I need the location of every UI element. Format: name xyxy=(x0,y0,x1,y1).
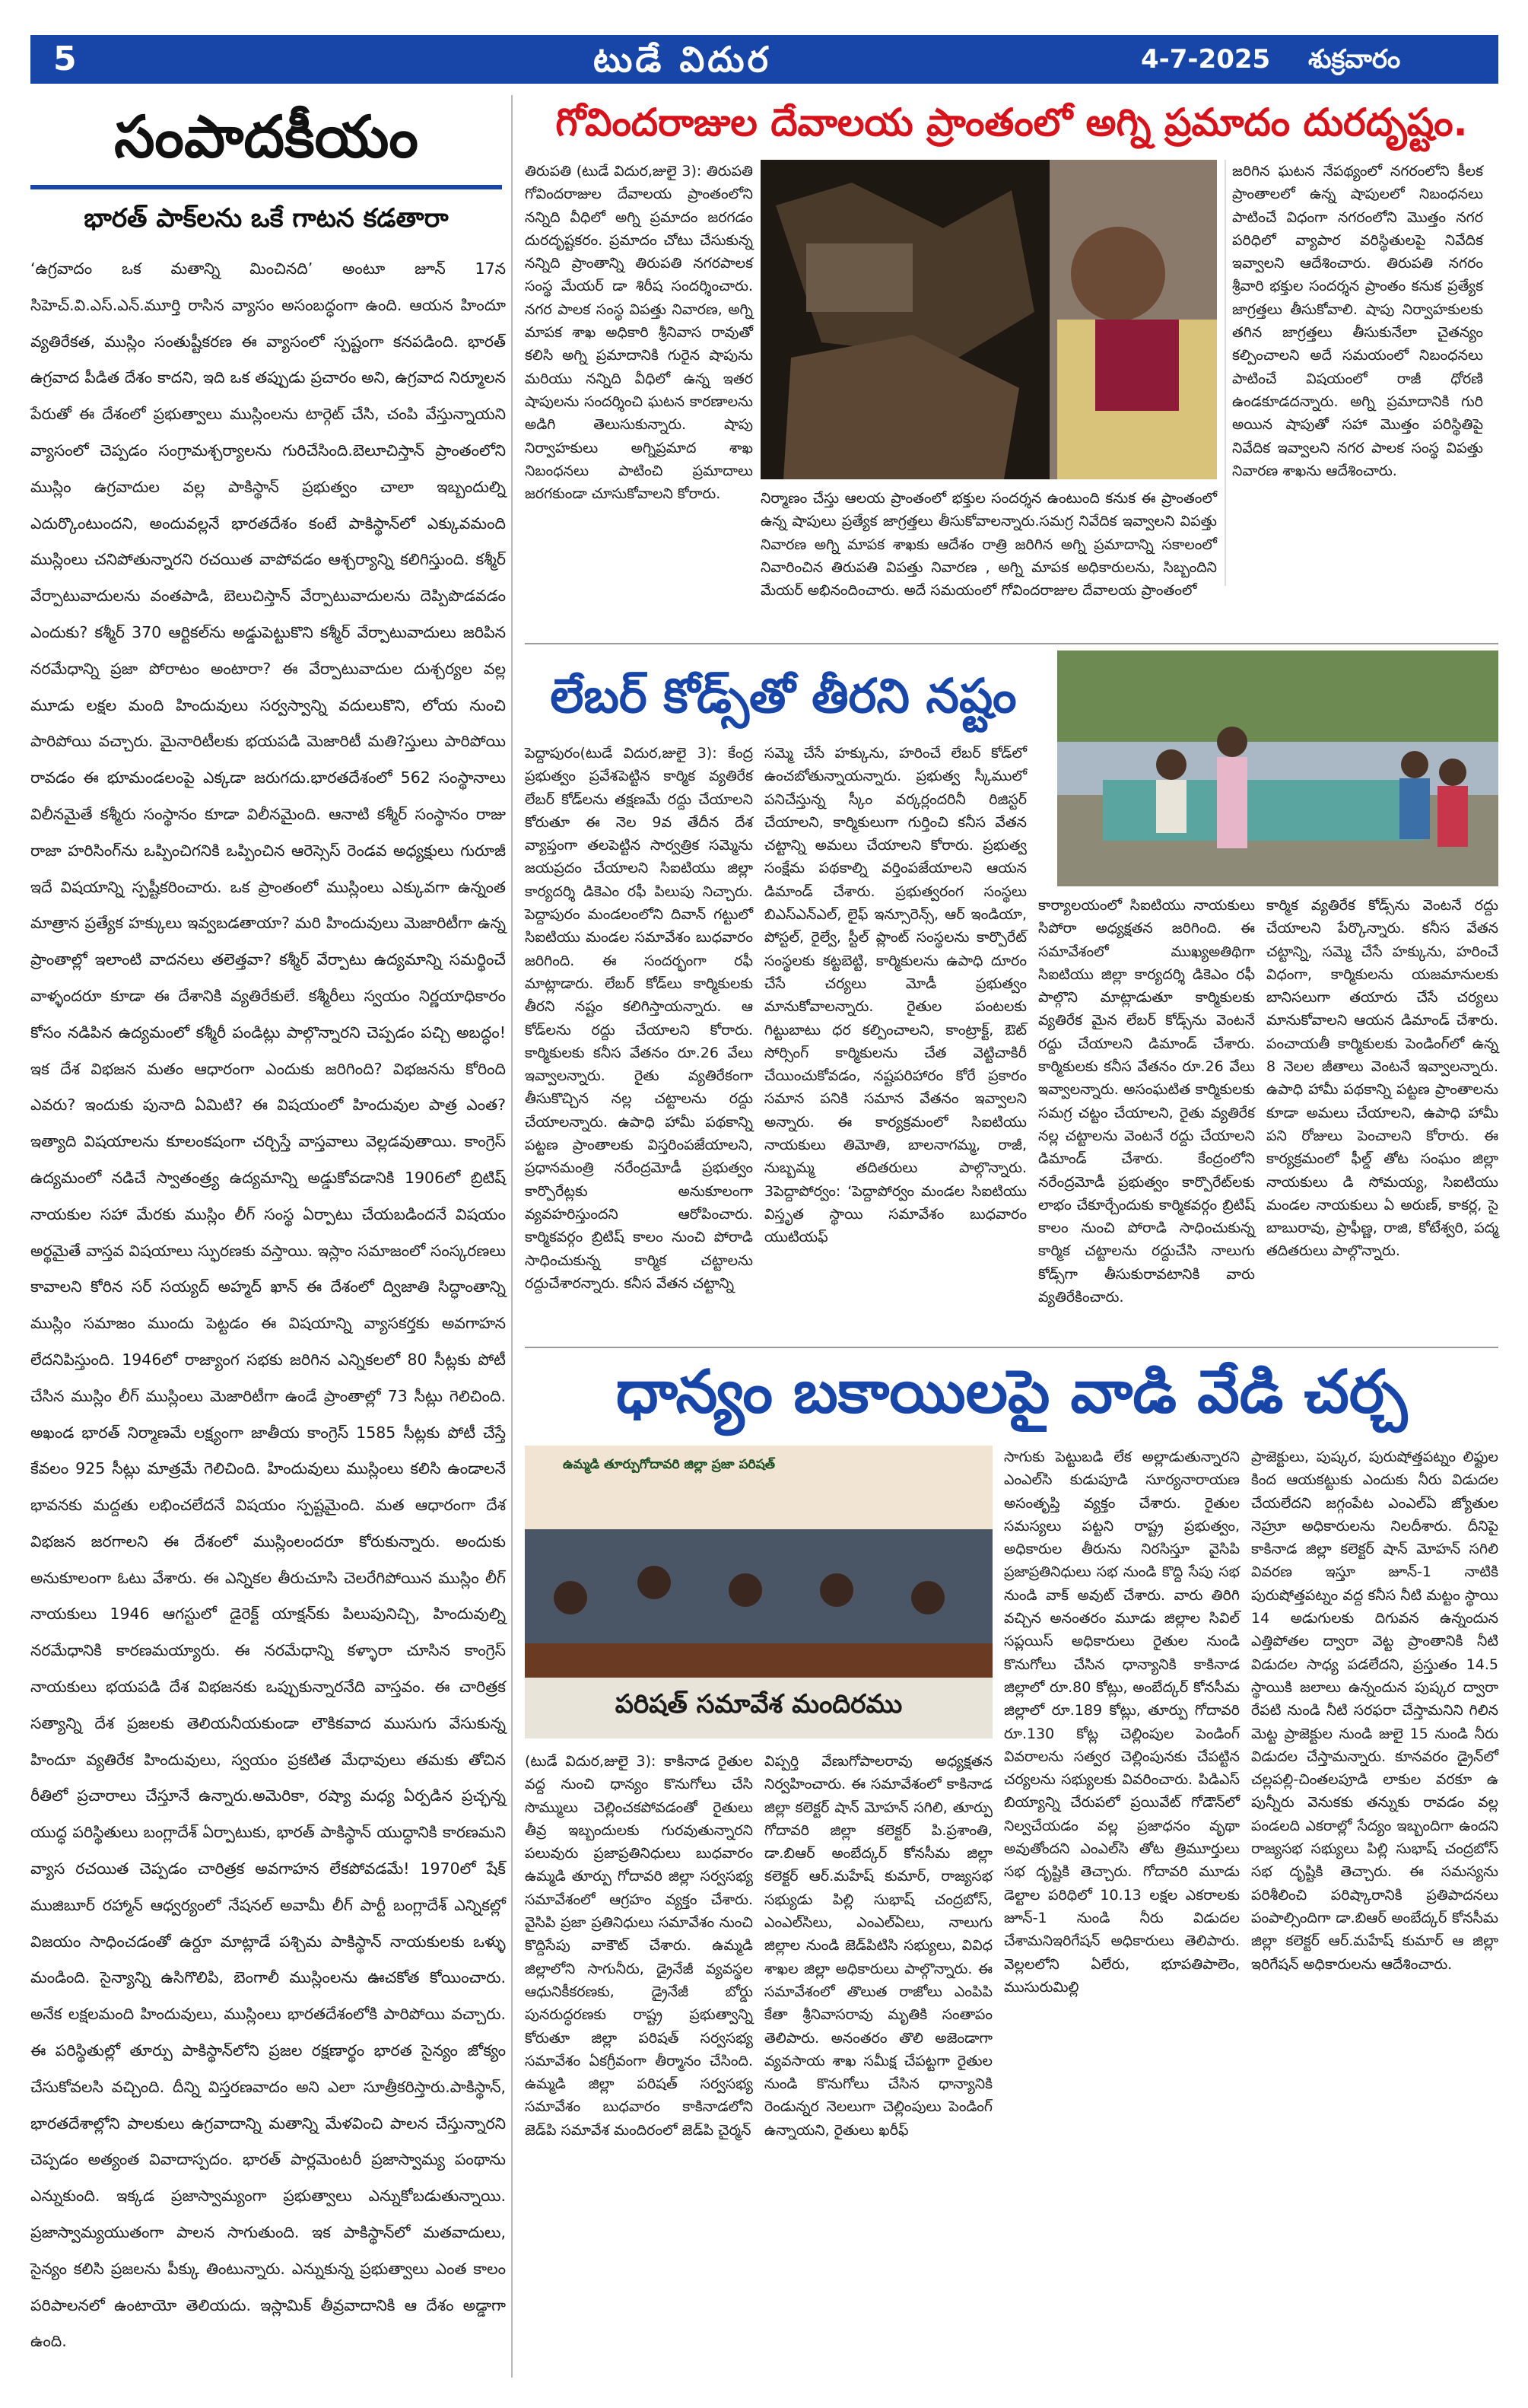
editorial-body: ‘ఉగ్రవాదం ఒక మతాన్ని మించినది’ అంటూ జూన్ 17న సిహెచ్.వి.ఎస్.ఎన్.మూర్తి రాసిన వ్యాసం అసంబద్ధంగా ఉంది. ఆయన హిందూ వ్యతిరేకత, ముస్లిం సంతుష్టీకరణ ఈ వ్యాసంలో స్పష్టంగా కనపడింది. భారత్ ఉగ్రవాద పీడిత దేశం కాదని, ఇది ఒక తప్పుడు ప్రచారం అని, ఉగ్రవాద నిర్మూలన పేరుతో ఈ దేశంలో ప్రభుత్వాలు ముస్లింలను టార్గెట్ చేసి, చంపి వేస్తున్నాయని వ్యాసంలో చెప్పడం సంగ్రామశ్చర్యాలను గురిచేసింది.బెలూచిస్తాన్ ప్రాంతంలోని ముస్లిం ఉగ్రవాదుల వల్ల పాకిస్థాన్ ప్రభుత్వం చాలా ఇబ్బందుల్ని ఎదుర్కొంటుందని, అందువల్లనే భారతదేశం కంటే పాకిస్థాన్‌లో ఎక్కువమంది ముస్లింలు చనిపోతున్నారని రచయిత వాపోవడం ఆశ్చర్యాన్ని కలిగిస్తుంది. కశ్మీర్ వేర్పాటువాదులను వంతపాడి, బెలుచిస్తాన్ వేర్పాటువాదులను దెప్పిపొడవడం ఎందుకు? కశ్మీర్ 370 ఆర్టికల్‌ను అడ్డుపెట్టుకొని కశ్మీర్ వేర్పాటువాదులు జరిపిన నరమేధాన్ని ప్రజా పోరాటం అంటారా? ఈ వేర్పాటువాదుల దుశ్చర్యల వల్ల మూడు లక్షల మంది హిందువులు సర్వస్వాన్ని వదులుకొని, లోయ నుంచి పారిపోయి వచ్చారు. మైనారిటీలకు భయపడి మెజారిటీ మతి?స్తులు పారిపోయి రావడం ఈ భూమండలంపై ఎక్కడా జరుగదు.భారతదేశంలో 562 సంస్థానాలు విలీనమైతే కశ్మీరు సంస్థానం కూడా విలీనమైంది. ఆనాటి కశ్మీర్ సంస్థానం రాజు రాజా హరిసింగ్‌ను ఒప్పించిగనికి ఒప్పించిన ఆరెస్సెస్ రెండవ అధ్యక్షులు గురూజీ ఇదే విషయాన్ని స్పష్టీకరించారు. ఒక ప్రాంతంలో ముస్లింలు ఎక్కువగా ఉన్నంత మాత్రాన ప్రత్యేక హక్కులు ఇవ్వబడతాయా? మరి హిందువులు మెజారిటీగా ఉన్న ప్రాంతాల్లో ఇలాంటి వాదనలు తలెత్తవా? కశ్మీర్ వేర్పాటు ఉద్యమాన్ని సమర్థించే వాళ్ళందరూ కూడా ఈ దేశానికి వ్యతిరేకులే. కశ్మీరీలు స్వయం నిర్ణయాధికారం కోసం నడిపిన ఉద్యమంలో కశ్మీరీ పండిట్లు పాల్గొన్నారని చెప్పడం పచ్చి అబద్ధం!ఇక దేశ విభజన మతం ఆధారంగా ఎందుకు జరిగింది? విభజనను కోరింది ఎవరు? ఇందుకు పునాది ఏమిటి? ఈ విషయంలో హిందువుల పాత్ర ఎంత? ఇత్యాది విషయాలను కూలంకషంగా చర్చిస్తే వాస్తవాలు వెల్లడవుతాయి. కాంగ్రెస్ ఉద్యమంలో నడిచే స్వాతంత్ర్య ఉద్యమాన్ని అడ్డుకోవడానికి 1906లో బ్రిటిష్ నాయకుల సహా మేరకు ముస్లిం లీగ్ సంస్థ ఏర్పాటు చేయబడిందనే విషయం అర్థమైతే వాస్తవ విషయాలు స్ఫురణకు వస్తాయి. ఇస్లాం సమాజంలో సంస్కరణలు కావాలని కోరిన సర్ సయ్యద్ అహ్మద్ ఖాన్ ఈ దేశంలో ద్విజాతి సిద్ధాంతాన్ని ముస్లిం సమాజం ముందు పెట్టడం ఈ విషయాన్ని వ్యాసకర్తకు అవగాహన లేదనిపిస్తుంది. 1946లో రాజ్యాంగ సభకు జరిగిన ఎన్నికలలో 80 సీట్లకు పోటీ చేసిన ముస్లిం లీగ్ ముస్లింలు మెజారిటీగా ఉండే ప్రాంతాల్లో 73 సీట్లు గెలిచింది. అఖండ భారత్ నిర్మాణమే లక్ష్యంగా జాతీయ కాంగ్రెస్ 1585 సీట్లకు పోటీ చేస్తే కేవలం 925 సీట్లు మాత్రమే గెలిచింది. హిందువులు ముస్లింలు కలిసి ఉండాలనే భావనకు మద్దతు లభించలేదనే విషయం స్పష్టమైంది. మత ఆధారంగా దేశ విభజన జరగాలని ఈ దేశంలో ముస్లింలందరూ కోరుకున్నారు. అందుకు అనుకూలంగా ఓటు వేశారు. ఈ ఎన్నికల తీరుచూసి చెలరేగిపోయిన ముస్లిం లీగ్ నాయకులు 1946 ఆగస్టులో డైరెక్ట్ యాక్షన్‌కు పిలుపునిచ్చి, హిందువుల్ని నరమేధానికి కారణమయ్యారు. ఈ నరమేధాన్ని కళ్ళారా చూసిన కాంగ్రెస్ నాయకులు భయపడి దేశ విభజనకు ఒప్పుకున్నారనేది వాస్తవం. ఈ చారిత్రక సత్యాన్ని దేశ ప్రజలకు తెలియనీయకుండా లౌకికవాద ముసుగు వేసుకున్న హిందూ వ్యతిరేక హిందువులు, స్వయం ప్రకటిత మేధావులు తమకు తోచిన రీతిలో ప్రచారాలు చేస్తూనే ఉన్నారు.అమెరికా, రష్యా మధ్య ఏర్పడిన ప్రచ్ఛన్న యుద్ధ పరిస్థితులు బంగ్లాదేశ్ ఏర్పాటుకు, భారత్ పాకిస్థాన్ యుద్ధానికి కారణమని వ్యాస రచయిత చెప్పడం చారిత్రక అవగాహన లేకపోవడమే! 1970లో షేక్ ముజిబూర్ రహ్మాన్ ఆధ్వర్యంలో నేషనల్ అవామీ లీగ్ పార్టీ బంగ్లాదేశ్ ఎన్నికల్లో విజయం సాధించడంతో ఉర్దూ మాట్లాడే పశ్చిమ పాకిస్థాన్ నాయకులకు ఒళ్ళు మండింది. సైన్యాన్ని ఉసిగొలిపి, బెంగాలీ ముస్లింలను ఊచకోత కోయించారు. అనేక లక్షలమంది హిందువులు, ముస్లింలు భారతదేశంలోకి పారిపోయి వచ్చారు. ఈ పరిస్థితుల్లో తూర్పు పాకిస్థాన్‌లోని ప్రజల రక్షణార్థం భారత సైన్యం జోక్యం చేసుకోవలసి వచ్చింది. దీన్ని విస్తరణవాదం అని ఎలా సూత్రీకరిస్తారు.పాకిస్థాన్, భారతదేశాల్లోని పాలకులు ఉగ్రవాదాన్ని మతాన్ని మేళవించి పాలన చేస్తున్నారని చెప్పడం అత్యంత వివాదాస్పదం. భారత్ పార్లమెంటరీ ప్రజాస్వామ్య పంథాను ఎన్నుకుంది. ఇక్కడ ప్రజాస్వామ్యంగా ప్రభుత్వాలు ఎన్నుకోబడుతున్నాయి. ప్రజాస్వామ్యయుతంగా పాలన సాగుతుంది. ఇక పాకిస్థాన్‌లో మతవాదులు, సైన్యం కలిసి ప్రజలను పీక్కు తింటున్నారు. ఎన్నుకున్న ప్రభుత్వాలు ఎంత కాలం పరిపాలనలో ఉంటాయో తెలియదు. ఇస్లామిక్ తీవ్రవాదానికి ఆ దేశం అడ్డాగా ఉంది. xyxy=(30,259,506,2351)
fire-site-photo xyxy=(761,160,1217,479)
article2-headline: లేబర్ కోడ్స్‌తో తీరని నష్టం xyxy=(550,668,1017,724)
article3-col1: (టుడే విదుర,జులై 3): కాకినాడ రైతుల వద్ద నుంచి ధాన్యం కొనుగోలు చేసి సొమ్ములు చెల్లించకపోవడంతో రైతులు తీవ్ర ఇబ్బందులకు గురవుతున్నారని పలువురు ప్రజాప్రతినిధులు బుధవారం ఉమ్మడి తూర్పు గోదావరి జిల్లా సర్వసభ్య సమావేశంలో ఆగ్రహం వ్యక్తం చేశారు. వైసిపి ప్రజా ప్రతినిధులు సమావేశం నుంచి కొద్దిసేపు వాకౌట్ చేశారు. ఉమ్మడి జిల్లాలోని సాగునీరు, డ్రైనేజీ వ్యవస్థల ఆధునికీకరణకు, డ్రైనేజీ బోర్డు పునరుద్ధరణకు రాష్ట్ర ప్రభుత్వాన్ని కోరుతూ జిల్లా పరిషత్ సర్వసభ్య సమావేశం ఏకగ్రీవంగా తీర్మానం చేసింది. ఉమ్మడి జిల్లా పరిషత్ సర్వసభ్య సమావేశం బుధవారం కాకినాడలోని జెడ్‌పి సమావేశ మందిరంలో జెడ్‌పి చైర్మన్ xyxy=(525,1753,753,2139)
article1-col3: జరిగిన ఘటన నేపథ్యంలో నగరంలోని కీలక ప్రాంతాలలో ఉన్న షాపులలో నిబంధనలు పాటించే విధంగా నగరంలోని మొత్తం నగర పరిధిలో వ్యాపార వరిస్థితులపై నివేదిక ఇవ్వాలని ఆదేశించారు. తిరుపతి నగరం శ్రీవారి భక్తుల సందర్శన ప్రాంతం కనుక ప్రత్యేక జాగ్రత్తలు తీసుకోవాలి. షాపు నిర్వాహకులకు తగిన జాగ్రత్తలు తీసుకునేలా చైతన్యం కల్పించాలని అదే సమయంలో నిబంధనలు పాటించే విషయంలో రాజీ ధోరణి ఉండకూడదన్నారు. అగ్ని ప్రమాదానికి గురి అయిన షాపుతో సహా మొత్తం పరిస్థితిపై నివేదిక ఇవ్వాలని నగర పాలక సంస్థ విపత్తు నివారణ శాఖను ఆదేశించారు. xyxy=(1232,163,1483,479)
editorial-title: సంపాదకీయం xyxy=(114,103,418,170)
page-number: 5 xyxy=(53,40,77,78)
article2-col3: కార్యాలయంలో సిఐటియు నాయకులు సిపోరా అధ్యక్షతన జరిగింది. ఈ సమావేశంలో ముఖ్యఅతిథిగా సిఐటియు జిల్లా కార్యదర్శి డికెఎం రఫీ పాల్గొని మాట్లాడుతూ కార్మికులకు వ్యతిరేక మైన లేబర్ కోడ్స్‌ను వెంటనే రద్దు చేయాలని డిమాండ్ చేశారు. కార్మికులకు కనీస వేతనం రూ.26 వేలు ఇవ్వాలన్నారు. అసంఘటిత కార్మికులకు సమగ్ర చట్టం చేయాలని, రైతు వ్యతిరేక నల్ల చట్టాలను వెంటనే రద్దు చేయాలని డిమాండ్ చేశారు. కేంద్రంలోని నరేంద్రమోడీ ప్రభుత్వం కార్పొరేట్‌లకు లాభం చేకూర్చేందుకు కార్మికవర్గం బ్రిటిష్ కాలం నుంచి పోరాడి సాధించుకున్న కార్మిక చట్టాలను రద్దుచేసి నాలుగు కోడ్స్‌గా తీసుకురావటానికి వారు వ్యతిరేకించారు. xyxy=(1038,897,1255,1306)
article1-col2: నిర్మాణం చేస్తు ఆలయ ప్రాంతంలో భక్తుల సందర్శన ఉంటుంది కనుక ఈ ప్రాంతంలో ఉన్న షాపులు ప్రత్యేక జాగ్రత్తలు తీసుకోవాలన్నారు.సమగ్ర నివేదిక ఇవ్వాలని విపత్తు నివారణ అగ్ని మాపక శాఖకు ఆదేశం రాత్రి జరిగిన అగ్ని ప్రమాదాన్ని సకాలంలో నివారించిన తిరుపతి విపత్తు నివారణ , అగ్ని మాపక అధికారులను, సిబ్బందిని మేయర్ అభినందించారు. అదే సమయంలో గోవిందరాజుల దేవాలయ ప్రాంతంలో xyxy=(761,490,1217,600)
article3-col4: ప్రాజెక్టులు, పుష్కర, పురుషోత్తపట్నం లిఫ్టుల కింద ఆయకట్టుకు ఎందుకు నీరు విడుదల చేయలేదని జగ్గంపేట ఎంఎల్ఏ జ్యోతుల నెహ్రూ అధికారులను నిలదీశారు. దీనిపై కాకినాడ జిల్లా కలెక్టర్ షాన్ మోహన్ సగిలి వివరణ ఇస్తూ జూన్-1 నాటికి పురుషోత్తపట్నం వద్ద కనీస నీటి మట్టం స్థాయి 14 అడుగులకు దిగువన ఉన్నందున ఎత్తిపోతల ద్వారా వెట్ట ప్రాంతానికి నీటి విడుదల సాధ్య పడలేదని, ప్రస్తుతం 14.5 స్థాయికి జలాలు ఉన్నందున పుష్కర ద్వారా రేపటి నుండి నీటి సరఫరా చేస్తామనిని గిలిన మెట్ట ప్రాజెక్టుల నుండి జులై 15 నుండి నీరు విడుదల చేస్తామన్నారు. కూనవరం డ్రైన్‌లో చల్లపల్లి-చింతలపూడి లాకుల వరకూ ఉ పున్నీరు వెనుకకు తన్నుకు రావడం వల్ల పండలది ఎకరాల్లో సేద్యం ఇబ్బందిగా ఉందని రాజ్యసభ సభ్యులు పిల్లి సుభాష్ చంద్రబోస్ సభ దృష్టికి తెచ్చారు. ఈ సమస్యను పరిశీలించి పరిష్కారానికి ప్రతిపాదనలు పంపాల్సిందిగా డా.బిఆర్ అంబేద్కర్ కోనసీమ జిల్లా కలెక్టర్ ఆర్.మహేష్ కుమార్ ఆ జిల్లా ఇరిగేషన్ అధికారులను ఆదేశించారు. xyxy=(1251,1449,1498,1973)
meeting-photo xyxy=(1057,651,1498,886)
section-rule-2 xyxy=(525,1347,1498,1348)
masthead-title: టుడే విదుర xyxy=(593,39,771,80)
banner-bottom-text: పరిషత్ సమావేశ మందిరము xyxy=(615,1689,903,1719)
editorial-rule xyxy=(30,185,502,189)
banner-left-text: ఉమ్మడి తూర్పుగోదావరి జిల్లా ప్రజా పరిషత్ xyxy=(563,1457,775,1472)
article1-headline: గోవిందరాజుల దేవాలయ ప్రాంతంలో అగ్ని ప్రమాదం దురదృష్టం. xyxy=(555,100,1468,145)
editorial-subtitle: భారత్ పాక్‌లను ఒకే గాటన కడతారా xyxy=(84,203,449,234)
section-rule-1 xyxy=(525,643,1498,644)
column-divider xyxy=(511,95,513,2378)
article2-col1: పెద్దాపురం(టుడే విదుర,జులై 3): కేంద్ర ప్రభుత్వం ప్రవేశపెట్టిన కార్మిక వ్యతిరేక లేబర్ కోడ్‌లను తక్షణమే రద్దు చేయాలని కోరుతూ ఈ నెల 9వ తేదీన దేశ వ్యాప్తంగా తలపెట్టిన సార్వత్రిక సమ్మెను జయప్రదం చేయాలని సిఐటియు జిల్లా కార్యదర్శి డికెఎం రఫీ పిలుపు నిచ్చారు. పెద్దాపురం మండలంలోని దివాన్ గట్టులో సిఐటియు మండల సమావేశం బుధవారం జరిగింది. ఈ సందర్భంగా రఫీ మాట్లాడారు. లేబర్ కోడ్‌లు కార్మికులకు తీరని నష్టం కలిగిస్తాయన్నారు. ఆ కోడ్‌లను రద్దు చేయాలని కోరారు. కార్మికులకు కనీస వేతనం రూ.26 వేలు ఇవ్వాలన్నారు. రైతు వ్యతిరేకంగా తీసుకొచ్చిన నల్ల చట్టాలను రద్దు చేయాలన్నారు. ఉపాధి హామీ పథకాన్ని పట్టణ ప్రాంతాలకు విస్తరింపజేయాలని, ప్రధానమంత్రి నరేంద్రమోడీ ప్రభుత్వం కార్పొరేట్లకు అనుకూలంగా వ్యవహరిస్తుందని ఆరోపించారు. కార్మికవర్గం బ్రిటిష్ కాలం నుంచి పోరాడి సాధించుకున్న కార్మిక చట్టాలను రద్దుచేశారన్నారు. కనీస వేతన చట్టాన్ని xyxy=(525,745,753,1292)
issue-weekday: శుక్రవారం xyxy=(1308,44,1401,75)
article1-col1: తిరుపతి (టుడే విదుర,జులై 3): తిరుపతి గోవిందరాజుల దేవాలయ ప్రాంతంలోని నన్నిది వీధిలో అగ్ని ప్రమాదం జరగడం దురదృష్టకరం. ప్రమాదం చోటు చేసుకున్న నన్నిది ప్రాంతాన్ని తిరుపతి నగరపాలక సంస్థ మేయర్ డా శిరీష సందర్శించారు. నగర పాలక సంస్థ విపత్తు నివారణ, అగ్ని మాపక శాఖ అధికారి శ్రీనివాస రావుతో కలిసి అగ్ని ప్రమాదానికి గురైన షాపును మరియు నన్నిది వీధిలో ఉన్న ఇతర షాపులను సందర్శించి ఘటన కారణాలను అడిగి తెలుసుకున్నారు. షాపు నిర్వాహకులు అగ్నిప్రమాద శాఖ నిబంధనలు పాటించి ప్రమాదాలు జరగకుండా చూసుకోవాలని కోరారు. xyxy=(525,163,753,503)
article3-col3: సాగుకు పెట్టుబడి లేక అల్లాడుతున్నారని ఎంఎల్‌సి కుడుపూడి సూర్యనారాయణ అసంతృప్తి వ్యక్తం చేశారు. రైతుల సమస్యలు పట్టని రాష్ట్ర ప్రభుత్వం, అధికారుల తీరును నిరసిస్తూ వైసిపి ప్రజాప్రతినిధులు సభ నుండి కొద్ది సేపు సభ నుండి వాక్ అవుట్ చేశారు. వారు తిరిగి వచ్చిన అనంతరం మూడు జిల్లాల సివిల్ సప్లయిస్ అధికారులు రైతుల నుండి కొనుగోలు చేసిన ధాన్యానికి కాకినాడ జిల్లాలో రూ.80 కోట్లు, అంబేద్కర్ కోనసీమ జిల్లాలో రూ.189 కోట్లు, తూర్పు గోదావరి రూ.130 కోట్ల చెల్లింపుల పెండింగ్ వివరాలను సత్వర చెల్లింపునకు చేపట్టిన చర్యలను సభ్యులకు వివరించారు. పిడిఎస్ బియ్యాన్ని చేరుపలో ప్రయివేట్ గోడౌన్‌లో నిల్వచేయడం వల్ల ప్రజాధనం వృథా అవుతోందని ఎంఎల్‌సి తోట త్రిమూర్తులు సభ దృష్టికి తెచ్చారు. గోదావరి మూడు డెల్టాల పరిధిలో 10.13 లక్షల ఎకరాలకు జూన్-1 నుండి నీరు విడుదల చేశామనిఇరిగేషన్ అధికారులు తెలిపారు. వెల్లలలోని ఏలేరు, భూపతిపాలెం, ముసురుమిల్లి xyxy=(1004,1449,1240,1996)
article2-col4: కార్మిక వ్యతిరేక కోడ్స్‌ను వెంటనే రద్దు చేయాలని పేర్కొన్నారు. కనీస వేతన చట్టాన్ని, సమ్మె చేసే హక్కును, హరించే విధంగా, కార్మికులను యజమానులకు బానిసలుగా తయారు చేసే చర్యలు మానుకోవాలని ఆయన డిమాండ్ చేశారు. పంచాయతీ కార్మికులకు పెండింగ్‌లో ఉన్న 8 నెలల జీతాలు వెంటనే ఇవ్వాలన్నారు. ఉపాధి హామీ పథకాన్ని పట్టణ ప్రాంతాలను కూడా అమలు చేయాలని, ఉపాధి హామీ పని రోజులు పెంచాలని కోరారు. ఈ కార్యక్రమంలో ఫీల్డ్ తోట సంఘం జిల్లా నాయకులు డి సోమయ్య, సిఐటియు మండల నాయకులు ఏ అరుణ్, కాకర్ల, సై బాబురావు, ప్రాఫీణ్ణ, రాజి, కోటేశ్వరి, పద్మ తదితరులు పాల్గొన్నారు. xyxy=(1266,897,1498,1260)
fire-site-illustration xyxy=(761,160,1217,479)
article3-headline: ధాన్యం బకాయిలపై వాడి వేడి చర్చ xyxy=(615,1358,1408,1427)
issue-date: 4-7-2025 xyxy=(1141,44,1271,75)
article3-col2: విప్పర్తి వేణుగోపాలరావు అధ్యక్షతన నిర్వహించారు. ఈ సమావేశంలో కాకినాడ జిల్లా కలెక్టర్ షాన్ మోహన్ సగిలి, తూర్పు గోదావరి జిల్లా కలెక్టర్ పి.ప్రశాంతి, డా.బిఆర్ అంబేద్కర్ కోనసీమ జిల్లా కలెక్టర్ ఆర్.మహేష్ కుమార్, రాజ్యసభ సభ్యుడు పిల్లి సుభాష్ చంద్రబోస్, ఎంఎల్‌సిలు, ఎంఎల్‌ఏలు, నాలుగు జిల్లాల నుండి జెడ్‌పిటిసి సభ్యులు, వివిధ శాఖల జిల్లా అధికారులు పాల్గొన్నారు. ఈ సమావేశంలో తొలుత రాజోలు ఎంపిపి కేతా శ్రీనివాసరావు మృతికి సంతాపం తెలిపారు. అనంతరం తొలి అజెండాగా వ్యవసాయ శాఖ సమీక్ష చేపట్టగా రైతుల నుండి కొనుగోలు చేసిన ధాన్యానికి రెండున్నర నెలలుగా చెల్లింపులు పెండింగ్ ఉన్నాయని, రైతులు ఖరీఫ్ xyxy=(764,1753,993,2139)
article1-divider xyxy=(1225,160,1226,586)
article2-col2: సమ్మె చేసే హక్కును, హరించే లేబర్ కోడ్‌లో ఉంచబోతున్నాయన్నారు. ప్రభుత్వ స్కీములో పనిచేస్తున్న స్కీం వర్కర్లందరినీ రిజిస్టర్ చేయాలని, కార్మికులుగా గుర్తించి కనీస వేతన చట్టాన్ని అమలు చేయాలని కోరారు. ప్రభుత్వ సంక్షేమ పథకాల్ని వర్తింపజేయాలని ఆయన డిమాండ్ చేశారు. ప్రభుత్వరంగ సంస్థలు బిఎస్ఎన్ఎల్, లైఫ్ ఇన్సూరెన్స్, ఆర్ ఇండియా, పోస్టల్, రైల్వే, స్టీల్ ప్లాంట్ సంస్థలను కార్పొరేట్ సంస్థలకు కట్టబెట్టి, కార్మికులను ఉపాధి దూరం చేసే చర్యలు మోడీ ప్రభుత్వం మానుకోవాలన్నారు. రైతుల పంటలకు గిట్టుబాటు ధర కల్పించాలని, కాంట్రాక్ట్, ఔట్ సోర్సింగ్ కార్మికులను చేత వెట్టిచాకిరీ చేయించుకోవడం, నష్టపరిహారం కోరే ప్రకారం సమాన పనికి సమాన వేతనం ఇవ్వాలని అన్నారు. ఈ కార్యక్రమంలో సిఐటియు నాయకులు తిమోతి, బాలనాగమ్మ, రాజీ, నుబ్బమ్మ తదితరులు పాల్గొన్నారు. 3పెద్దాపోర్వం: ‘పెద్దాపోర్వం మండల సిఐటియు విస్తృత స్థాయి సమావేశం బుధవారం యుటియఫ్ xyxy=(764,745,1027,1246)
meeting-illustration xyxy=(1057,651,1498,886)
